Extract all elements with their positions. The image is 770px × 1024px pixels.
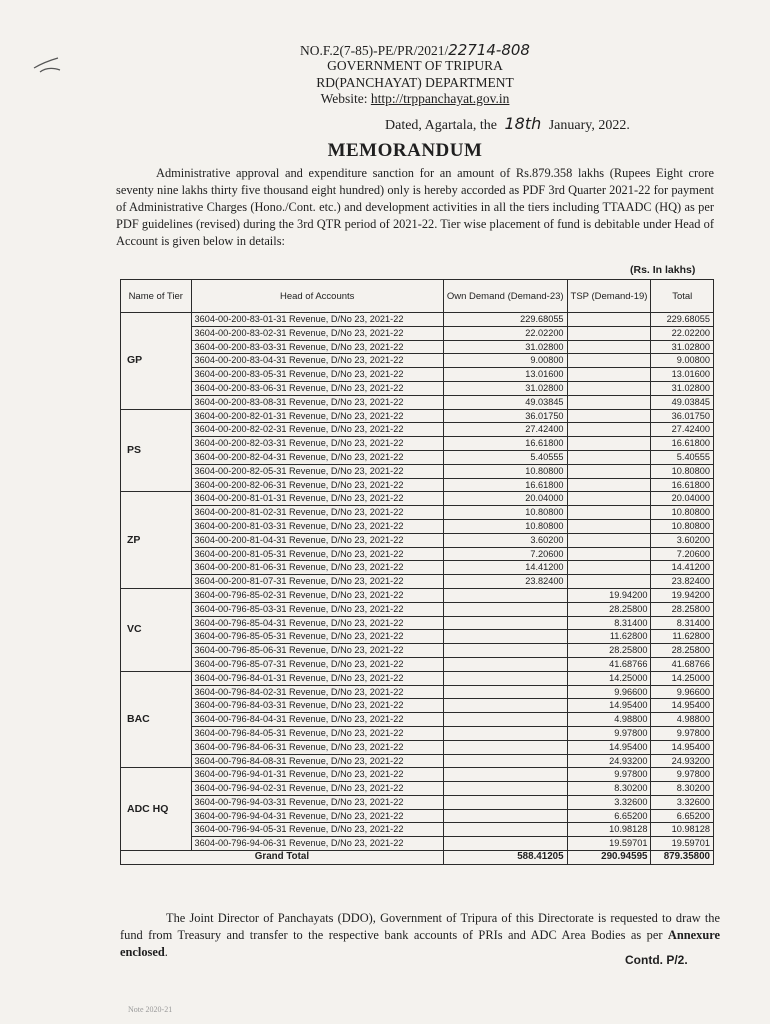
head-of-account-cell: 3604-00-200-83-02-31 Revenue, D/No 23, 2021-22 — [191, 326, 443, 340]
total-cell: 36.01750 — [651, 409, 714, 423]
dated-suffix: January, 2022. — [548, 118, 630, 133]
table-row — [121, 837, 714, 851]
head-of-account-cell: 3604-00-796-94-06-31 Revenue, D/No 23, 2021-22 — [191, 837, 443, 851]
head-of-account-cell: 3604-00-796-85-03-31 Revenue, D/No 23, 2021-22 — [191, 602, 443, 616]
dated-day-handwritten: 18th — [504, 114, 542, 133]
total-cell: 23.82400 — [651, 575, 714, 589]
tsp-cell — [567, 575, 651, 589]
tier-name-cell: GP — [121, 313, 192, 410]
own-demand-cell — [443, 823, 567, 837]
table-row — [121, 754, 714, 768]
website-link[interactable]: http://trppanchayat.gov.in — [370, 91, 510, 106]
total-cell: 9.96600 — [651, 685, 714, 699]
grand-total-label: Grand Total — [121, 851, 444, 865]
head-of-account-cell: 3604-00-796-85-06-31 Revenue, D/No 23, 2021-22 — [191, 644, 443, 658]
table-row — [121, 795, 714, 809]
own-demand-cell — [443, 671, 567, 685]
tsp-cell: 9.96600 — [567, 685, 651, 699]
department-name: RD(PANCHAYAT) DEPARTMENT — [316, 75, 514, 90]
total-cell: 229.68055 — [651, 313, 714, 327]
own-demand-cell — [443, 630, 567, 644]
table-row — [121, 326, 714, 340]
tsp-cell — [567, 437, 651, 451]
own-demand-cell — [443, 754, 567, 768]
table-row — [121, 381, 714, 395]
table-row — [121, 450, 714, 464]
reference-number — [30, 42, 770, 59]
table-row — [121, 644, 714, 658]
head-of-account-cell: 3604-00-200-81-05-31 Revenue, D/No 23, 2021-22 — [191, 547, 443, 561]
head-of-account-cell: 3604-00-796-94-01-31 Revenue, D/No 23, 2021-22 — [191, 768, 443, 782]
head-of-account-cell: 3604-00-200-82-05-31 Revenue, D/No 23, 2021-22 — [191, 464, 443, 478]
table-row — [121, 547, 714, 561]
head-of-account-cell: 3604-00-200-83-08-31 Revenue, D/No 23, 2021-22 — [191, 395, 443, 409]
tsp-cell — [567, 464, 651, 478]
table-row — [121, 657, 714, 671]
own-demand-cell: 10.80800 — [443, 464, 567, 478]
tsp-cell: 14.95400 — [567, 740, 651, 754]
table-row — [121, 506, 714, 520]
tsp-cell — [567, 423, 651, 437]
total-cell: 14.95400 — [651, 699, 714, 713]
table-row — [121, 768, 714, 782]
table-row — [121, 782, 714, 796]
own-demand-cell — [443, 685, 567, 699]
head-of-account-cell: 3604-00-200-82-06-31 Revenue, D/No 23, 2021-22 — [191, 478, 443, 492]
sanction-paragraph: Administrative approval and expenditure sanction for an amount of Rs.879.358 lakhs (Rupees Eight crore seventy nine lakhs thirty five thousand eight hundred) only is hereby accorded as PDF 3rd Quarter 2021-22 for payment of Administrative Charges (Hono./Cont. etc.) and development activities in all the tiers including TTAADC (HQ) as per PDF guidelines (revised) during the 3rd QTR period of 2021-22. Tier wise placement of fund is debitable under Head of Account is given below in details: — [116, 166, 714, 248]
total-cell: 10.80800 — [651, 506, 714, 520]
own-demand-cell — [443, 644, 567, 658]
total-cell: 4.98800 — [651, 713, 714, 727]
tsp-cell — [567, 506, 651, 520]
table-row — [121, 616, 714, 630]
table-row — [121, 713, 714, 727]
total-cell: 3.32600 — [651, 795, 714, 809]
tsp-cell — [567, 354, 651, 368]
instruction-end: . — [164, 945, 168, 959]
tier-name-cell: ADC HQ — [121, 768, 192, 851]
grand-total-total: 879.35800 — [651, 851, 714, 865]
own-demand-cell: 16.61800 — [443, 437, 567, 451]
own-demand-cell — [443, 726, 567, 740]
tsp-cell — [567, 368, 651, 382]
total-cell: 28.25800 — [651, 644, 714, 658]
tsp-cell: 28.25800 — [567, 602, 651, 616]
tsp-cell — [567, 561, 651, 575]
own-demand-cell: 14.41200 — [443, 561, 567, 575]
tsp-cell: 3.32600 — [567, 795, 651, 809]
dated-prefix: Dated, Agartala, the — [385, 118, 497, 133]
table-row — [121, 340, 714, 354]
tsp-cell — [567, 450, 651, 464]
tsp-cell: 10.98128 — [567, 823, 651, 837]
total-cell: 13.01600 — [651, 368, 714, 382]
own-demand-cell — [443, 837, 567, 851]
own-demand-cell: 22.02200 — [443, 326, 567, 340]
total-cell: 9.97800 — [651, 768, 714, 782]
total-cell: 5.40555 — [651, 450, 714, 464]
head-of-account-cell: 3604-00-796-84-01-31 Revenue, D/No 23, 2021-22 — [191, 671, 443, 685]
total-cell: 3.60200 — [651, 533, 714, 547]
head-of-account-cell: 3604-00-200-81-01-31 Revenue, D/No 23, 2021-22 — [191, 492, 443, 506]
head-of-account-cell: 3604-00-796-85-07-31 Revenue, D/No 23, 2021-22 — [191, 657, 443, 671]
head-of-account-cell: 3604-00-796-94-05-31 Revenue, D/No 23, 2021-22 — [191, 823, 443, 837]
head-of-account-cell: 3604-00-200-82-01-31 Revenue, D/No 23, 2021-22 — [191, 409, 443, 423]
total-cell: 20.04000 — [651, 492, 714, 506]
tier-name-cell: PS — [121, 409, 192, 492]
table-row — [121, 685, 714, 699]
table-row — [121, 368, 714, 382]
tsp-cell — [567, 547, 651, 561]
header-own-demand: Own Demand (Demand-23) — [443, 280, 567, 313]
own-demand-cell: 229.68055 — [443, 313, 567, 327]
own-demand-cell — [443, 768, 567, 782]
table-body — [121, 313, 714, 851]
total-cell: 8.30200 — [651, 782, 714, 796]
own-demand-cell: 9.00800 — [443, 354, 567, 368]
total-cell: 16.61800 — [651, 437, 714, 451]
table-row — [121, 423, 714, 437]
tsp-cell — [567, 326, 651, 340]
own-demand-cell — [443, 782, 567, 796]
head-of-account-cell: 3604-00-200-82-02-31 Revenue, D/No 23, 2021-22 — [191, 423, 443, 437]
own-demand-cell: 7.20600 — [443, 547, 567, 561]
footer-faint-text: Note 2020-21 — [128, 1005, 173, 1014]
tsp-cell: 19.59701 — [567, 837, 651, 851]
own-demand-cell: 10.80800 — [443, 519, 567, 533]
total-cell: 9.97800 — [651, 726, 714, 740]
total-cell: 19.59701 — [651, 837, 714, 851]
own-demand-cell: 27.42400 — [443, 423, 567, 437]
table-row — [121, 823, 714, 837]
tsp-cell: 4.98800 — [567, 713, 651, 727]
header-tier: Name of Tier — [121, 280, 192, 313]
tsp-cell: 14.25000 — [567, 671, 651, 685]
own-demand-cell — [443, 616, 567, 630]
tsp-cell: 28.25800 — [567, 644, 651, 658]
head-of-account-cell: 3604-00-796-84-04-31 Revenue, D/No 23, 2021-22 — [191, 713, 443, 727]
table-row — [121, 395, 714, 409]
tsp-cell: 8.30200 — [567, 782, 651, 796]
grand-total-row — [121, 851, 714, 865]
tsp-cell — [567, 409, 651, 423]
grand-total-own: 588.41205 — [443, 851, 567, 865]
own-demand-cell — [443, 657, 567, 671]
total-cell: 31.02800 — [651, 381, 714, 395]
table-row — [121, 519, 714, 533]
head-of-account-cell: 3604-00-796-94-04-31 Revenue, D/No 23, 2021-22 — [191, 809, 443, 823]
total-cell: 19.94200 — [651, 588, 714, 602]
table-row — [121, 313, 714, 327]
head-of-account-cell: 3604-00-796-85-02-31 Revenue, D/No 23, 2021-22 — [191, 588, 443, 602]
total-cell: 41.68766 — [651, 657, 714, 671]
tsp-cell: 9.97800 — [567, 768, 651, 782]
annexure-reference: Annexure enclosed — [120, 928, 720, 959]
head-of-account-cell: 3604-00-200-83-03-31 Revenue, D/No 23, 2021-22 — [191, 340, 443, 354]
tsp-cell — [567, 395, 651, 409]
head-of-account-cell: 3604-00-200-81-07-31 Revenue, D/No 23, 2021-22 — [191, 575, 443, 589]
fund-placement-table — [120, 279, 714, 865]
total-cell: 6.65200 — [651, 809, 714, 823]
head-of-account-cell: 3604-00-796-84-06-31 Revenue, D/No 23, 2021-22 — [191, 740, 443, 754]
table-row — [121, 699, 714, 713]
instruction-text: The Joint Director of Panchayats (DDO), Government of Tripura of this Directorate is requested to draw the fund from Treasury and transfer to the respective bank accounts of PRIs and ADC Area Bodies as per — [120, 911, 720, 942]
grand-total-tsp: 290.94595 — [567, 851, 651, 865]
government-name: GOVERNMENT OF TRIPURA — [327, 58, 503, 73]
own-demand-cell — [443, 602, 567, 616]
table-row — [121, 354, 714, 368]
own-demand-cell: 3.60200 — [443, 533, 567, 547]
total-cell: 10.98128 — [651, 823, 714, 837]
continued-note: Contd. P/2. — [625, 953, 688, 967]
table-row — [121, 740, 714, 754]
head-of-account-cell: 3604-00-796-84-03-31 Revenue, D/No 23, 2021-22 — [191, 699, 443, 713]
head-of-account-cell: 3604-00-200-83-04-31 Revenue, D/No 23, 2021-22 — [191, 354, 443, 368]
tsp-cell: 9.97800 — [567, 726, 651, 740]
own-demand-cell — [443, 809, 567, 823]
total-cell: 14.25000 — [651, 671, 714, 685]
table-row — [121, 437, 714, 451]
tsp-cell — [567, 313, 651, 327]
table-row — [121, 464, 714, 478]
total-cell: 28.25800 — [651, 602, 714, 616]
table-row — [121, 533, 714, 547]
head-of-account-cell: 3604-00-200-81-06-31 Revenue, D/No 23, 2021-22 — [191, 561, 443, 575]
tier-name-cell: VC — [121, 588, 192, 671]
tsp-cell — [567, 381, 651, 395]
tsp-cell: 24.93200 — [567, 754, 651, 768]
total-cell: 24.93200 — [651, 754, 714, 768]
total-cell: 7.20600 — [651, 547, 714, 561]
own-demand-cell: 5.40555 — [443, 450, 567, 464]
table-row — [121, 561, 714, 575]
head-of-account-cell: 3604-00-796-84-08-31 Revenue, D/No 23, 2021-22 — [191, 754, 443, 768]
own-demand-cell: 23.82400 — [443, 575, 567, 589]
total-cell: 14.41200 — [651, 561, 714, 575]
tsp-cell: 6.65200 — [567, 809, 651, 823]
table-header-row — [121, 280, 714, 313]
own-demand-cell — [443, 795, 567, 809]
header-tsp: TSP (Demand-19) — [567, 280, 651, 313]
tsp-cell — [567, 533, 651, 547]
tier-name-cell: ZP — [121, 492, 192, 589]
units-note: (Rs. In lakhs) — [630, 264, 696, 276]
own-demand-cell — [443, 588, 567, 602]
table-row — [121, 726, 714, 740]
own-demand-cell: 13.01600 — [443, 368, 567, 382]
head-of-account-cell: 3604-00-200-83-05-31 Revenue, D/No 23, 2021-22 — [191, 368, 443, 382]
table-row — [121, 602, 714, 616]
tsp-cell — [567, 340, 651, 354]
own-demand-cell — [443, 740, 567, 754]
table-row — [121, 409, 714, 423]
total-cell: 9.00800 — [651, 354, 714, 368]
own-demand-cell: 10.80800 — [443, 506, 567, 520]
date-line — [385, 114, 630, 134]
website-line — [30, 91, 770, 107]
own-demand-cell — [443, 699, 567, 713]
total-cell: 16.61800 — [651, 478, 714, 492]
head-of-account-cell: 3604-00-796-85-04-31 Revenue, D/No 23, 2021-22 — [191, 616, 443, 630]
tier-name-cell: BAC — [121, 671, 192, 768]
reference-handwritten: 22714-808 — [448, 41, 530, 59]
total-cell: 27.42400 — [651, 423, 714, 437]
head-of-account-cell: 3604-00-200-81-04-31 Revenue, D/No 23, 2021-22 — [191, 533, 443, 547]
head-of-account-cell: 3604-00-796-94-03-31 Revenue, D/No 23, 2021-22 — [191, 795, 443, 809]
total-cell: 22.02200 — [651, 326, 714, 340]
total-cell: 49.03845 — [651, 395, 714, 409]
tsp-cell: 41.68766 — [567, 657, 651, 671]
head-of-account-cell: 3604-00-796-94-02-31 Revenue, D/No 23, 2021-22 — [191, 782, 443, 796]
tsp-cell — [567, 492, 651, 506]
website-label: Website: — [320, 91, 368, 106]
head-of-account-cell: 3604-00-200-83-01-31 Revenue, D/No 23, 2021-22 — [191, 313, 443, 327]
tsp-cell — [567, 478, 651, 492]
tsp-cell: 19.94200 — [567, 588, 651, 602]
own-demand-cell: 31.02800 — [443, 381, 567, 395]
head-of-account-cell: 3604-00-796-84-05-31 Revenue, D/No 23, 2021-22 — [191, 726, 443, 740]
head-of-account-cell: 3604-00-796-84-02-31 Revenue, D/No 23, 2021-22 — [191, 685, 443, 699]
table-row — [121, 630, 714, 644]
total-cell: 14.95400 — [651, 740, 714, 754]
tsp-cell: 8.31400 — [567, 616, 651, 630]
own-demand-cell: 20.04000 — [443, 492, 567, 506]
own-demand-cell: 16.61800 — [443, 478, 567, 492]
head-of-account-cell: 3604-00-200-83-06-31 Revenue, D/No 23, 2021-22 — [191, 381, 443, 395]
total-cell: 11.62800 — [651, 630, 714, 644]
total-cell: 31.02800 — [651, 340, 714, 354]
head-of-account-cell: 3604-00-200-81-03-31 Revenue, D/No 23, 2021-22 — [191, 519, 443, 533]
table-row — [121, 809, 714, 823]
document-title: MEMORANDUM — [327, 140, 483, 161]
total-cell: 10.80800 — [651, 519, 714, 533]
header-total: Total — [651, 280, 714, 313]
table-row — [121, 588, 714, 602]
own-demand-cell: 49.03845 — [443, 395, 567, 409]
table-row — [121, 492, 714, 506]
head-of-account-cell: 3604-00-200-82-03-31 Revenue, D/No 23, 2021-22 — [191, 437, 443, 451]
tsp-cell — [567, 519, 651, 533]
own-demand-cell: 36.01750 — [443, 409, 567, 423]
head-of-account-cell: 3604-00-200-82-04-31 Revenue, D/No 23, 2021-22 — [191, 450, 443, 464]
total-cell: 10.80800 — [651, 464, 714, 478]
tsp-cell: 14.95400 — [567, 699, 651, 713]
head-of-account-cell: 3604-00-200-81-02-31 Revenue, D/No 23, 2021-22 — [191, 506, 443, 520]
tsp-cell: 11.62800 — [567, 630, 651, 644]
own-demand-cell — [443, 713, 567, 727]
header-head-of-accounts: Head of Accounts — [191, 280, 443, 313]
reference-printed: NO.F.2(7-85)-PE/PR/2021/ — [300, 43, 449, 58]
total-cell: 8.31400 — [651, 616, 714, 630]
own-demand-cell: 31.02800 — [443, 340, 567, 354]
table-row — [121, 478, 714, 492]
table-row — [121, 671, 714, 685]
head-of-account-cell: 3604-00-796-85-05-31 Revenue, D/No 23, 2021-22 — [191, 630, 443, 644]
table-row — [121, 575, 714, 589]
